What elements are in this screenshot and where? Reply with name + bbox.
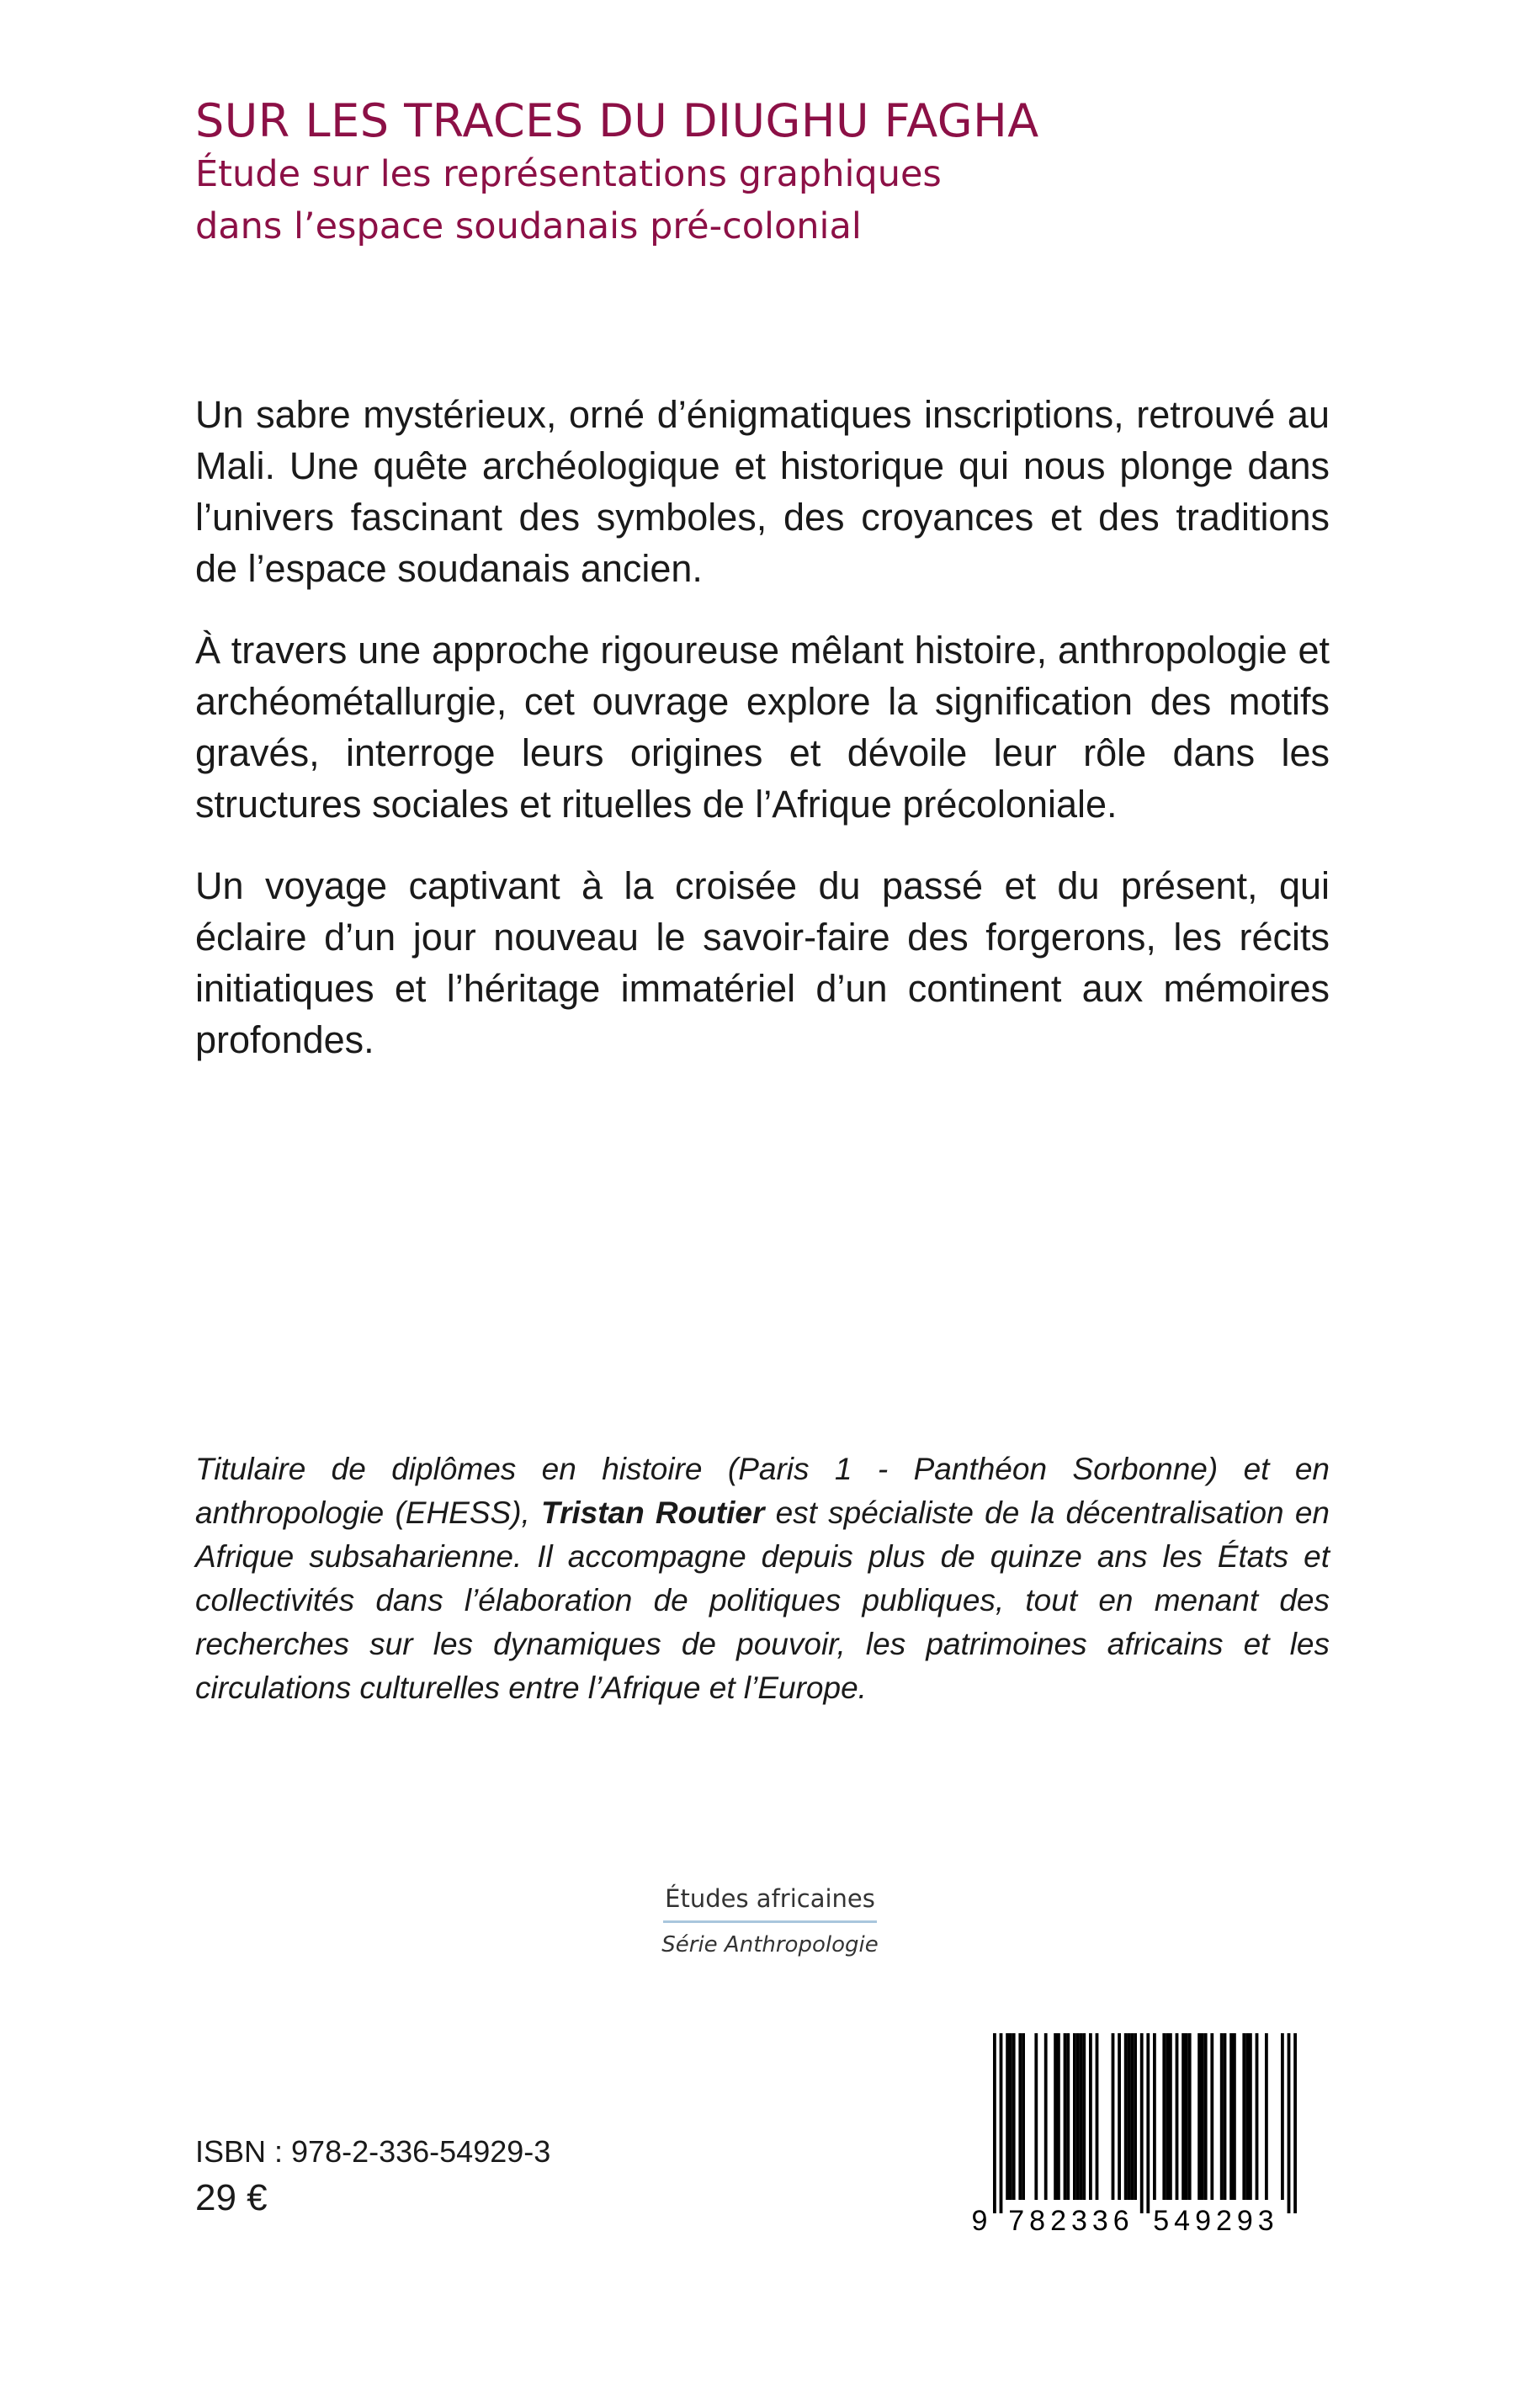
barcode-bar	[1128, 2033, 1131, 2200]
barcode-bar	[1082, 2033, 1086, 2200]
barcode-bar	[1281, 2033, 1284, 2200]
author-name: Tristan Routier	[541, 1495, 765, 1530]
barcode-bar	[1210, 2033, 1213, 2200]
barcode-bar	[1153, 2033, 1156, 2200]
author-biography	[195, 1447, 1330, 1710]
barcode-bar	[1006, 2033, 1009, 2200]
barcode-bar	[1118, 2033, 1121, 2200]
summary-paragraph: À travers une approche rigoureuse mêlant histoire, anthropologie et archéométallurgie, cet ouvrage explore la signification des motifs gravés, interroge leurs origines et dévoile leur rôle dans les structures sociales et rituelles de l’Afrique précoloniale.	[195, 629, 1330, 826]
bio-text-after: est spécialiste de la décentralisation en Afrique subsaharienne. Il accompagne depuis plus de quinze ans les États et collectivités dans l’élaboration de politiques publiques, tout en menant des recherches sur les dynamiques de pouvoir, les patrimoines africains et les circulations culturelles entre l’Afrique et l’Europe.	[195, 1495, 1330, 1705]
barcode-bar	[1064, 2033, 1067, 2200]
barcode-bar	[1000, 2033, 1003, 2213]
barcode-bar	[1220, 2033, 1224, 2200]
barcode-bar	[993, 2033, 996, 2213]
barcode-bar	[1224, 2033, 1227, 2200]
summary-paragraph: Un voyage captivant à la croisée du passé et du présent, qui éclaire d’un jour nouveau le savoir-faire des forgerons, les récits initiatiques et l’héritage immatériel d’un continent aux mémoires profondes.	[195, 864, 1330, 1061]
barcode-bar	[1204, 2033, 1208, 2200]
barcode-bar	[1012, 2033, 1016, 2200]
barcode-bar	[1054, 2033, 1057, 2200]
barcode-bar	[1176, 2033, 1179, 2200]
collection-series: Série Anthropologie	[661, 1932, 879, 1957]
collection-name: Études africaines	[663, 1882, 877, 1923]
bio-text-before: Titulaire de diplômes en histoire (Paris 1 - Panthéon Sorbonne) et en anthropologie (EHESS),	[195, 1452, 1330, 1530]
barcode-left-digits: 782336	[1008, 2205, 1134, 2235]
barcode-bar	[1233, 2033, 1236, 2200]
barcode-bar	[1166, 2033, 1169, 2200]
collection-block	[0, 1882, 1540, 1962]
book-subtitle	[195, 148, 942, 252]
summary-paragraph: Un sabre mystérieux, orné d’énigmatiques inscriptions, retrouvé au Mali. Une quête archéologique et historique qui nous plonge dans l’univers fascinant des symboles, des croyances et des traditions de l’espace soudanais ancien.	[195, 393, 1330, 590]
barcode-bar	[1140, 2033, 1144, 2213]
price: 29 €	[195, 2177, 268, 2218]
barcode-bar	[1249, 2033, 1252, 2200]
barcode-right-digits: 549293	[1153, 2205, 1279, 2235]
barcode-bar	[1022, 2033, 1025, 2200]
barcode-bars	[993, 2033, 1297, 2213]
barcode-bar	[1134, 2033, 1137, 2200]
barcode-bar	[1229, 2033, 1233, 2200]
barcode-first-digit: 9	[971, 2205, 988, 2235]
subtitle-line-2: dans l’espace soudanais pré-colonial	[195, 205, 862, 247]
barcode-bar	[1124, 2033, 1128, 2200]
barcode-bar	[1076, 2033, 1080, 2200]
barcode-bar	[1066, 2033, 1070, 2200]
barcode-bar	[1201, 2033, 1204, 2200]
barcode-bar	[1146, 2033, 1150, 2213]
barcode-bar	[1112, 2033, 1115, 2200]
barcode-bar	[1034, 2033, 1038, 2200]
barcode-bar	[1288, 2033, 1291, 2213]
barcode-bar	[1096, 2033, 1099, 2200]
barcode-bar	[1089, 2033, 1092, 2200]
barcode-bar	[1188, 2033, 1192, 2200]
barcode-bar	[1018, 2033, 1022, 2200]
barcode-bar	[1245, 2033, 1249, 2200]
barcode-bar	[1185, 2033, 1188, 2200]
barcode-bar	[1073, 2033, 1076, 2200]
book-title: SUR LES TRACES DU DIUGHU FAGHA	[195, 94, 1039, 147]
barcode-graphic	[968, 2033, 1321, 2235]
barcode-bar	[1009, 2033, 1012, 2200]
barcode-bar	[1265, 2033, 1268, 2200]
barcode-bar	[1293, 2033, 1297, 2213]
barcode-bar	[1256, 2033, 1259, 2200]
subtitle-line-1: Étude sur les représentations graphiques	[195, 153, 942, 195]
barcode-bar	[1130, 2033, 1134, 2200]
barcode-bar	[1057, 2033, 1060, 2200]
barcode-bar	[1169, 2033, 1172, 2200]
barcode-bar	[1197, 2033, 1201, 2200]
back-cover-summary	[195, 389, 1330, 1096]
isbn: ISBN : 978-2-336-54929-3	[195, 2134, 551, 2169]
barcode	[968, 2033, 1321, 2235]
barcode-bar	[1242, 2033, 1245, 2200]
barcode-bar	[1162, 2033, 1166, 2200]
barcode-bar	[1044, 2033, 1048, 2200]
barcode-bar	[1182, 2033, 1185, 2200]
barcode-bar	[1080, 2033, 1083, 2200]
